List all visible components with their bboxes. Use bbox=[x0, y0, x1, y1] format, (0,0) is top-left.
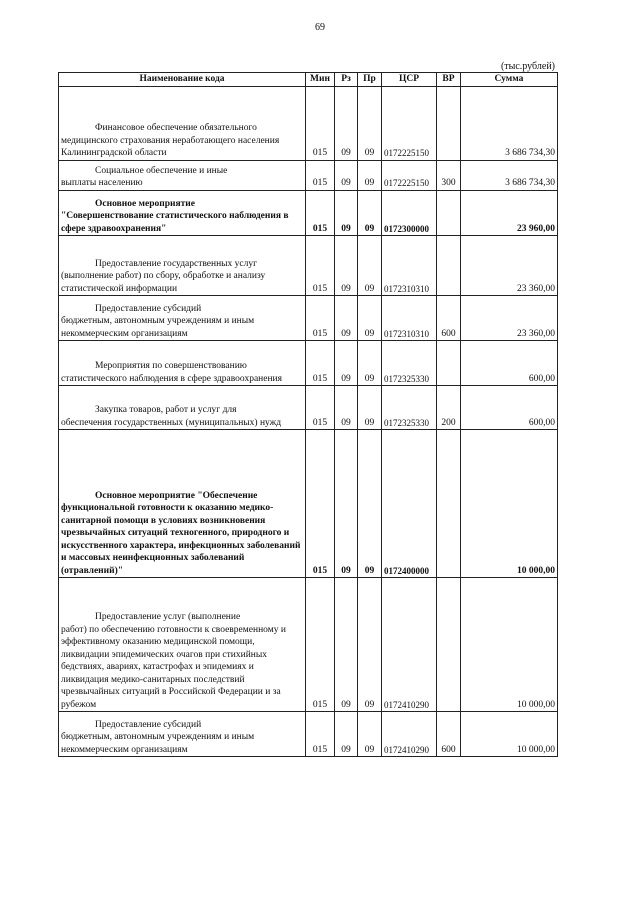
row-sum: 23 360,00 bbox=[461, 296, 558, 341]
row-vr bbox=[437, 190, 461, 236]
row-pr: 09 bbox=[358, 86, 382, 160]
row-min: 015 bbox=[306, 430, 335, 578]
header-vr: ВР bbox=[437, 73, 461, 87]
row-csr: 0172400000 bbox=[382, 430, 437, 578]
row-name-rest: работ) по обеспечению готовности к своевременному и эффективному оказанию медицинской помощи, ликвидации эпидемических очагов при стихийных бедствиях, авариях, катастрофах и эпидемиях и ликвидация медико-санитарных последствий чрезвычайных ситуаций в Российской Федерации и за рубежом bbox=[61, 624, 286, 710]
row-name-rest: выплаты населению bbox=[61, 178, 143, 188]
row-name-rest: бюджетным, автономным учреждениям и иным некоммерческим организациям bbox=[61, 316, 255, 339]
row-rz: 09 bbox=[335, 86, 358, 160]
row-rz: 09 bbox=[335, 341, 358, 386]
row-vr bbox=[437, 578, 461, 712]
row-rz: 09 bbox=[335, 296, 358, 341]
row-sum: 600,00 bbox=[461, 386, 558, 430]
row-vr: 600 bbox=[437, 296, 461, 341]
row-name-first-line: Мероприятия по совершенствованию bbox=[95, 361, 247, 371]
row-pr: 09 bbox=[358, 236, 382, 296]
row-csr: 0172410290 bbox=[382, 578, 437, 712]
budget-table bbox=[58, 72, 558, 757]
header-rz: Рз bbox=[335, 73, 358, 87]
table-row bbox=[59, 296, 558, 341]
row-sum: 600,00 bbox=[461, 341, 558, 386]
row-sum: 10 000,00 bbox=[461, 578, 558, 712]
row-min: 015 bbox=[306, 341, 335, 386]
row-csr: 0172225150 bbox=[382, 160, 437, 190]
row-pr: 09 bbox=[358, 296, 382, 341]
row-sum: 3 686 734,30 bbox=[461, 160, 558, 190]
header-pr: Пр bbox=[358, 73, 382, 87]
row-min: 015 bbox=[306, 296, 335, 341]
row-sum: 10 000,00 bbox=[461, 712, 558, 757]
table-row bbox=[59, 712, 558, 757]
row-name-rest: обеспечения государственных (муниципальных) нужд bbox=[61, 417, 282, 428]
table-row bbox=[59, 341, 558, 386]
row-rz: 09 bbox=[335, 386, 358, 430]
row-pr: 09 bbox=[358, 190, 382, 236]
row-pr: 09 bbox=[358, 341, 382, 386]
row-name-rest: (выполнение работ) по сбору, обработке и анализу статистической информации bbox=[61, 271, 266, 294]
row-pr: 09 bbox=[358, 160, 382, 190]
row-rz: 09 bbox=[335, 430, 358, 578]
row-name bbox=[59, 296, 306, 341]
table-row bbox=[59, 236, 558, 296]
row-pr: 09 bbox=[358, 386, 382, 430]
row-csr: 0172325330 bbox=[382, 341, 437, 386]
row-rz: 09 bbox=[335, 578, 358, 712]
header-min: Мин bbox=[306, 73, 335, 87]
row-name bbox=[59, 160, 306, 190]
row-name-rest: функциональной готовности к оказанию медико-санитарной помощи в условиях возникновения чрезвычайных ситуаций техногенного, природного и искусственного характера, инфекционных заболеваний и массовых неинфекционных заболеваний (отравлений)" bbox=[61, 503, 301, 576]
row-name bbox=[59, 578, 306, 712]
row-name-rest: бюджетным, автономным учреждениям и иным некоммерческим организациям bbox=[61, 732, 255, 755]
table-row bbox=[59, 386, 558, 430]
row-pr: 09 bbox=[358, 430, 382, 578]
row-name-rest: "Совершенствование статистического наблюдения в сфере здравоохранения" bbox=[61, 211, 289, 234]
row-name-first-line: Предоставление субсидий bbox=[95, 303, 202, 314]
row-name bbox=[59, 236, 306, 296]
row-csr: 0172325330 bbox=[382, 386, 437, 430]
table-row bbox=[59, 86, 558, 160]
units-label: (тыс.рублей) bbox=[500, 61, 555, 72]
row-csr: 0172410290 bbox=[382, 712, 437, 757]
row-sum: 23 960,00 bbox=[461, 190, 558, 236]
row-name-first-line: Предоставление субсидий bbox=[95, 719, 202, 730]
row-name bbox=[59, 430, 306, 578]
row-min: 015 bbox=[306, 386, 335, 430]
table-row bbox=[59, 578, 558, 712]
row-sum: 23 360,00 bbox=[461, 236, 558, 296]
row-min: 015 bbox=[306, 160, 335, 190]
row-vr bbox=[437, 86, 461, 160]
row-csr: 0172310310 bbox=[382, 296, 437, 341]
row-name bbox=[59, 190, 306, 236]
row-name bbox=[59, 86, 306, 160]
table-row bbox=[59, 430, 558, 578]
row-vr: 300 bbox=[437, 160, 461, 190]
row-name-first-line: Основное мероприятие bbox=[95, 198, 195, 209]
row-rz: 09 bbox=[335, 236, 358, 296]
table-row bbox=[59, 190, 558, 236]
row-vr: 600 bbox=[437, 712, 461, 757]
row-min: 015 bbox=[306, 190, 335, 236]
table-row bbox=[59, 160, 558, 190]
row-pr: 09 bbox=[358, 712, 382, 757]
row-name-rest: медицинского страхования неработающего населения Калининградской области bbox=[61, 135, 280, 158]
page-number: 69 bbox=[315, 22, 325, 33]
row-min: 015 bbox=[306, 236, 335, 296]
header-csr: ЦСР bbox=[382, 73, 437, 87]
row-min: 015 bbox=[306, 86, 335, 160]
row-name-rest: статистического наблюдения в сфере здравоохранения bbox=[61, 373, 283, 384]
row-vr: 200 bbox=[437, 386, 461, 430]
row-vr bbox=[437, 236, 461, 296]
row-rz: 09 bbox=[335, 190, 358, 236]
row-vr bbox=[437, 430, 461, 578]
row-name-first-line: Предоставление услуг (выполнение bbox=[95, 612, 241, 622]
row-csr: 0172300000 bbox=[382, 190, 437, 236]
row-name-first-line: Основное мероприятие "Обеспечение bbox=[95, 490, 258, 501]
row-rz: 09 bbox=[335, 160, 358, 190]
row-name bbox=[59, 386, 306, 430]
row-csr: 0172225150 bbox=[382, 86, 437, 160]
row-name-first-line: Предоставление государственных услуг bbox=[95, 258, 258, 269]
row-vr bbox=[437, 341, 461, 386]
header-sum: Сумма bbox=[461, 73, 558, 87]
row-name-first-line: Финансовое обеспечение обязательного bbox=[95, 123, 257, 133]
row-sum: 10 000,00 bbox=[461, 430, 558, 578]
row-csr: 0172310310 bbox=[382, 236, 437, 296]
row-pr: 09 bbox=[358, 578, 382, 712]
row-sum: 3 686 734,30 bbox=[461, 86, 558, 160]
row-name bbox=[59, 712, 306, 757]
row-name-first-line: Социальное обеспечение и иные bbox=[95, 165, 228, 176]
header-row bbox=[59, 73, 558, 87]
header-name: Наименование кода bbox=[59, 73, 306, 87]
row-name-first-line: Закупка товаров, работ и услуг для bbox=[95, 405, 237, 415]
row-name bbox=[59, 341, 306, 386]
row-rz: 09 bbox=[335, 712, 358, 757]
row-min: 015 bbox=[306, 712, 335, 757]
row-min: 015 bbox=[306, 578, 335, 712]
